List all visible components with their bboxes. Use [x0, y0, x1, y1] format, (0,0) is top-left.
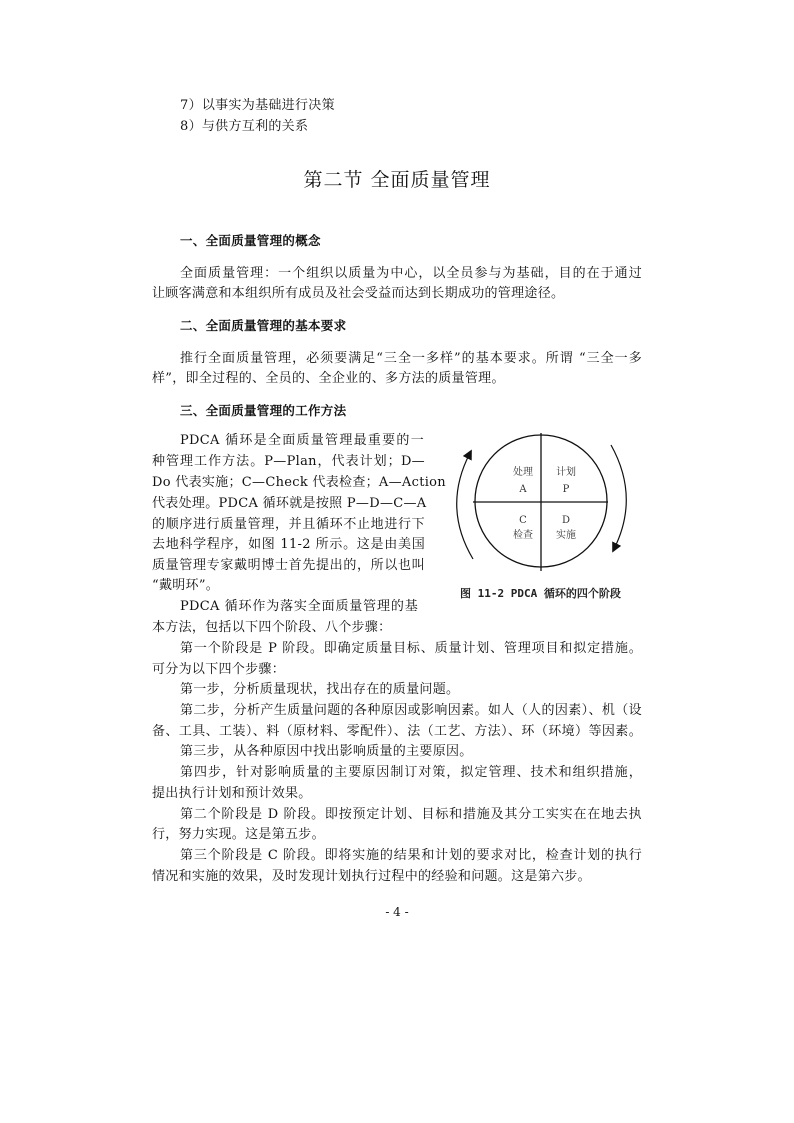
paragraph-line: 第一个阶段是 P 阶段。即确定质量目标、质量计划、管理项目和拟定措施。 [180, 641, 642, 656]
paragraph-line: 全面质量管理：一个组织以质量为中心，以全员参与为基础，目的在于通过 [180, 266, 642, 281]
list-item-8: 8）与供方互利的关系 [180, 119, 309, 134]
paragraph-line: 提出执行计划和预计效果。 [152, 786, 312, 801]
wrap-line: “戴明环”。 [152, 578, 220, 593]
page-number: - 4 - [385, 905, 409, 919]
pdca-cycle-diagram [440, 425, 650, 585]
right-cycle-arrow [611, 445, 626, 549]
paragraph-line: 第三个阶段是 C 阶段。即将实施的结果和计划的要求对比，检查计划的执行 [180, 848, 642, 863]
wrap-line: 种管理工作方法。P—Plan，代表计划；D— [152, 454, 425, 469]
wrap-line: 去地科学程序，如图 11-2 所示。这是由美国 [152, 537, 425, 552]
paragraph-line: 第二步，分析产生质量问题的各种原因或影响因素。如人（人的因素）、机（设 [180, 703, 642, 718]
left-cycle-arrow [457, 453, 473, 559]
quadrant-a-name: 处理 [513, 467, 533, 478]
list-item-7: 7）以事实为基础进行决策 [180, 98, 335, 113]
paragraph-line: 备、工具、工装）、料（原材料、零配件）、法（工艺、方法）、环（环境）等因素。 [152, 724, 642, 739]
quadrant-p-name: 计划 [556, 467, 576, 478]
paragraph-line: 可分为以下四个步骤： [152, 662, 286, 677]
heading-requirements: 二、全面质量管理的基本要求 [180, 318, 347, 333]
wrap-line: Do 代表实施；C—Check 代表检查；A—Action [152, 475, 446, 490]
wrap-line: 本方法，包括以下四个阶段、八个步骤： [152, 620, 392, 635]
paragraph-line: 情况和实施的效果，及时发现计划执行过程中的经验和问题。这是第六步。 [152, 869, 591, 884]
wrap-line: PDCA 循环是全面质量管理最重要的一 [180, 433, 424, 448]
paragraph-line: 第三步，从各种原因中找出影响质量的主要原因。 [180, 744, 473, 759]
paragraph-line: 第四步，针对影响质量的主要原因制订对策，拟定管理、技术和组织措施， [180, 765, 642, 780]
paragraph-line: 第二个阶段是 D 阶段。即按预定计划、目标和措施及其分工实实在在地去执 [180, 807, 642, 822]
paragraph-line: 行，努力实现。这是第五步。 [152, 827, 325, 842]
heading-concept: 一、全面质量管理的概念 [180, 233, 321, 248]
quadrant-c-name: 检查 [513, 530, 533, 541]
wrap-line: 的顺序进行质量管理，并且循环不止地进行下 [152, 517, 425, 532]
quadrant-d-letter: D [561, 515, 571, 526]
wrap-line: 代表处理。PDCA 循环就是按照 P—D—C—A [152, 496, 427, 511]
quadrant-p-letter: P [562, 484, 570, 495]
quadrant-d-name: 实施 [556, 530, 576, 541]
wrap-line: 质量管理专家戴明博士首先提出的，所以也叫 [152, 558, 425, 573]
quadrant-a-letter: A [519, 484, 527, 495]
figure-caption: 图 11-2 PDCA 循环的四个阶段 [460, 587, 621, 600]
paragraph-line: 让顾客满意和本组织所有成员及社会受益而达到长期成功的管理途径。 [152, 286, 565, 301]
wrap-line: PDCA 循环作为落实全面质量管理的基 [180, 599, 418, 614]
paragraph-line: 推行全面质量管理，必须要满足“三全一多样”的基本要求。所谓 “三全一多 [180, 351, 642, 366]
paragraph-line: 样”，即全过程的、全员的、全企业的、多方法的质量管理。 [152, 371, 505, 386]
heading-methods: 三、全面质量管理的工作方法 [180, 403, 347, 418]
paragraph-line: 第一步，分析质量现状，找出存在的质量问题。 [180, 682, 460, 697]
quadrant-c-letter: C [519, 515, 527, 526]
section-title: 第二节 全面质量管理 [303, 169, 491, 191]
